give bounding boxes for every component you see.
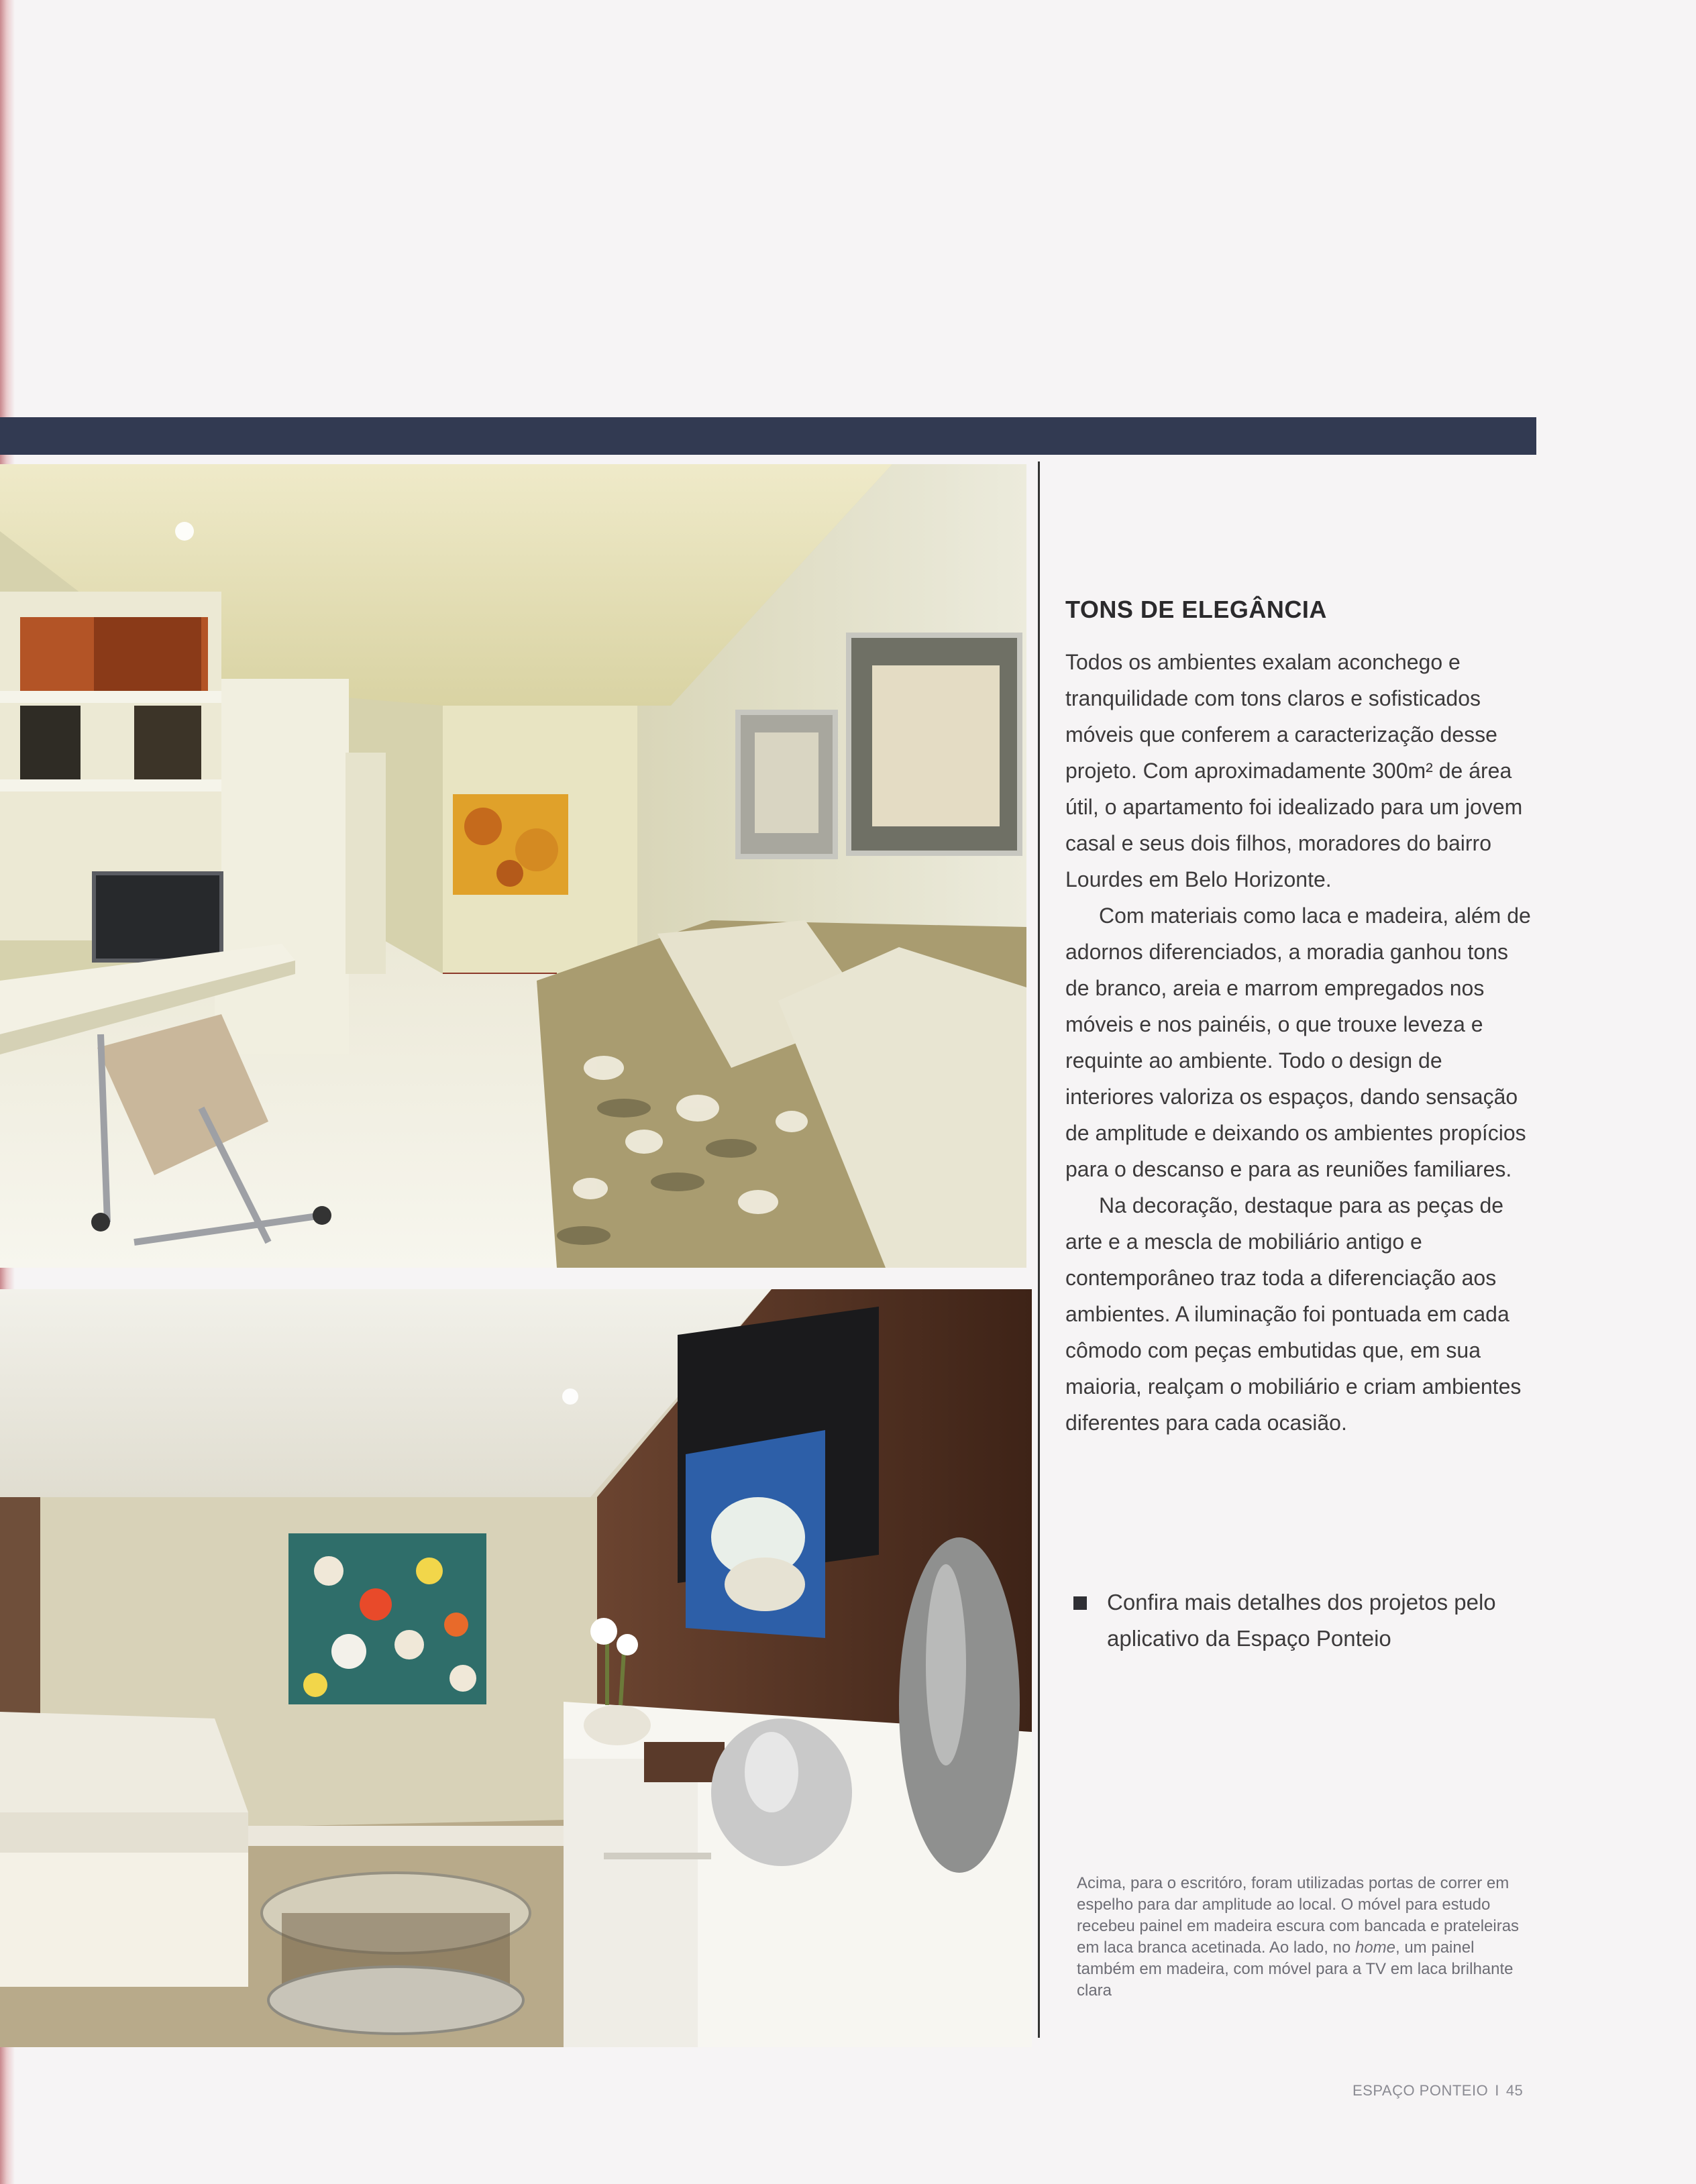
article-heading: TONS DE ELEGÂNCIA	[1065, 596, 1327, 623]
header-bar	[0, 417, 1536, 455]
app-note-text: Confira mais detalhes dos projetos pelo aplicativo da Espaço Ponteio	[1107, 1590, 1496, 1651]
page-number: 45	[1505, 2082, 1524, 2099]
article-body	[1065, 644, 1535, 1441]
office-living-room-photo	[0, 464, 1026, 1268]
bullet-square-icon	[1073, 1596, 1087, 1610]
column-divider	[1038, 461, 1040, 2038]
publication-name: ESPAÇO PONTEIO	[1353, 2082, 1489, 2099]
caption-text-start: Acima, para o escritóro, foram utilizadas portas de correr em espelho para dar amplitude ao local. O móvel para estudo recebeu painel em madeira escura com bancada e prateleiras em laca branca acetinada. Ao lado, no	[1077, 1874, 1520, 1957]
home-theater-room-photo	[0, 1289, 1032, 2047]
photo-caption	[1077, 1873, 1520, 2002]
page-footer	[1353, 2082, 1523, 2099]
body-paragraph-2: Com materiais como laca e madeira, além de adornos diferenciados, a moradia ganhou tons de branco, areia e marrom empregados nos móveis e nos painéis, o que trouxe leveza e requinte ao ambiente. Todo o design de interiores valoriza os espaços, dando sensação de amplitude e deixando os ambientes propícios para o descanso e para as reuniões familiares.	[1065, 904, 1531, 1181]
caption-text-end: , um painel também em madeira, com móvel para a TV em laca brilhante clara	[1077, 1939, 1514, 2000]
body-paragraph-1: Todos os ambientes exalam aconchego e tranquilidade com tons claros e sofisticados móveis que conferem a caracterização desse projeto. Com aproximadamente 300m² de área útil, o apartamento foi idealizado para um jovem casal e seus dois filhos, moradores do bairro Lourdes em Belo Horizonte.	[1065, 650, 1523, 891]
app-note	[1068, 1584, 1524, 1657]
caption-italic-word: home	[1355, 1939, 1395, 1957]
body-paragraph-3: Na decoração, destaque para as peças de arte e a mescla de mobiliário antigo e contemporâneo traz toda a diferenciação aos ambientes. A iluminação foi pontuada em cada cômodo com peças embutidas que, em sua maioria, realçam o mobiliário e criam ambientes diferentes para cada ocasião.	[1065, 1193, 1522, 1435]
footer-separator: I	[1495, 2082, 1499, 2099]
